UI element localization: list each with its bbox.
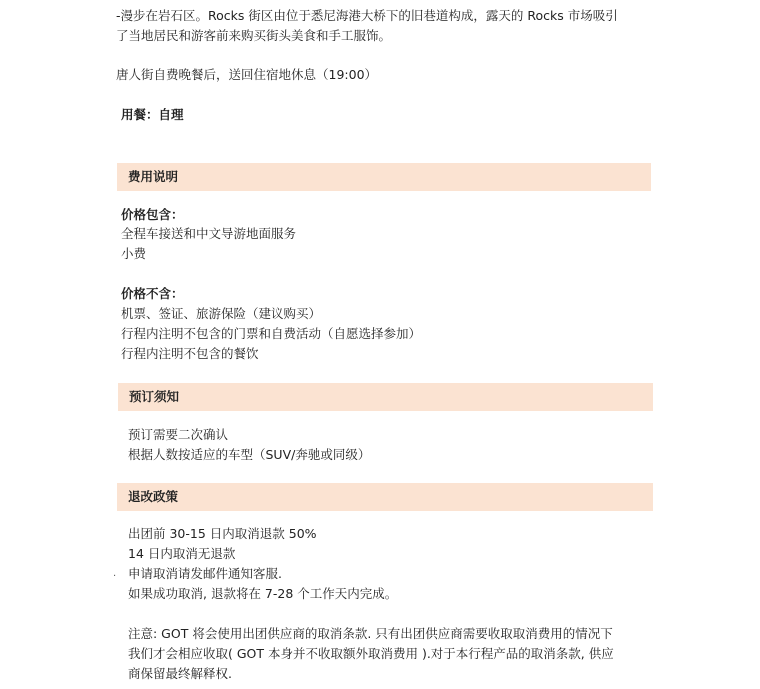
booking-item: 预订需要二次确认 bbox=[128, 427, 229, 442]
refund-header bbox=[117, 483, 653, 511]
fees-header bbox=[117, 163, 651, 191]
meal-line: 用餐：自理 bbox=[121, 107, 184, 122]
refund-note-line: 商保留最终解释权. bbox=[128, 666, 232, 681]
fees-header-label: 费用说明 bbox=[128, 169, 179, 184]
refund-item: 申请取消请发邮件通知客服. bbox=[128, 566, 282, 581]
included-item: 全程车接送和中文导游地面服务 bbox=[121, 226, 297, 241]
excluded-title: 价格不含： bbox=[121, 286, 184, 301]
bullet-dot: · bbox=[113, 571, 117, 582]
refund-header-label: 退改政策 bbox=[128, 489, 179, 504]
intro-line-1: -漫步在岩石区。Rocks 街区由位于悉尼海港大桥下的旧巷道构成，露天的 Rocks 市场吸引 bbox=[116, 8, 618, 23]
refund-note-line: 我们才会相应收取( GOT 本身并不收取额外取消费用 ).对于本行程产品的取消条款, 供应 bbox=[128, 646, 614, 661]
refund-item: 出团前 30-15 日内取消退款 50% bbox=[128, 526, 317, 541]
booking-header bbox=[118, 383, 653, 411]
refund-item: 如果成功取消, 退款将在 7-28 个工作天内完成。 bbox=[128, 586, 398, 601]
excluded-item: 机票、签证、旅游保险（建议购买） bbox=[121, 306, 322, 321]
included-item: 小费 bbox=[121, 246, 147, 261]
excluded-item: 行程内注明不包含的餐饮 bbox=[121, 346, 259, 361]
refund-note-line: 注意: GOT 将会使用出团供应商的取消条款. 只有出团供应商需要收取取消费用的情况下 bbox=[128, 626, 613, 641]
booking-header-label: 预订须知 bbox=[129, 389, 180, 404]
refund-item: 14 日内取消无退款 bbox=[128, 546, 236, 561]
intro-line-2: 了当地居民和游客前来购买街头美食和手工服饰。 bbox=[116, 28, 392, 43]
dinner-line: 唐人街自费晚餐后，送回住宿地休息（19:00） bbox=[116, 67, 378, 82]
excluded-item: 行程内注明不包含的门票和自费活动（自愿选择参加） bbox=[121, 326, 422, 341]
included-title: 价格包含： bbox=[121, 207, 184, 222]
booking-item: 根据人数按适应的车型（SUV/奔驰或同级） bbox=[128, 447, 371, 462]
